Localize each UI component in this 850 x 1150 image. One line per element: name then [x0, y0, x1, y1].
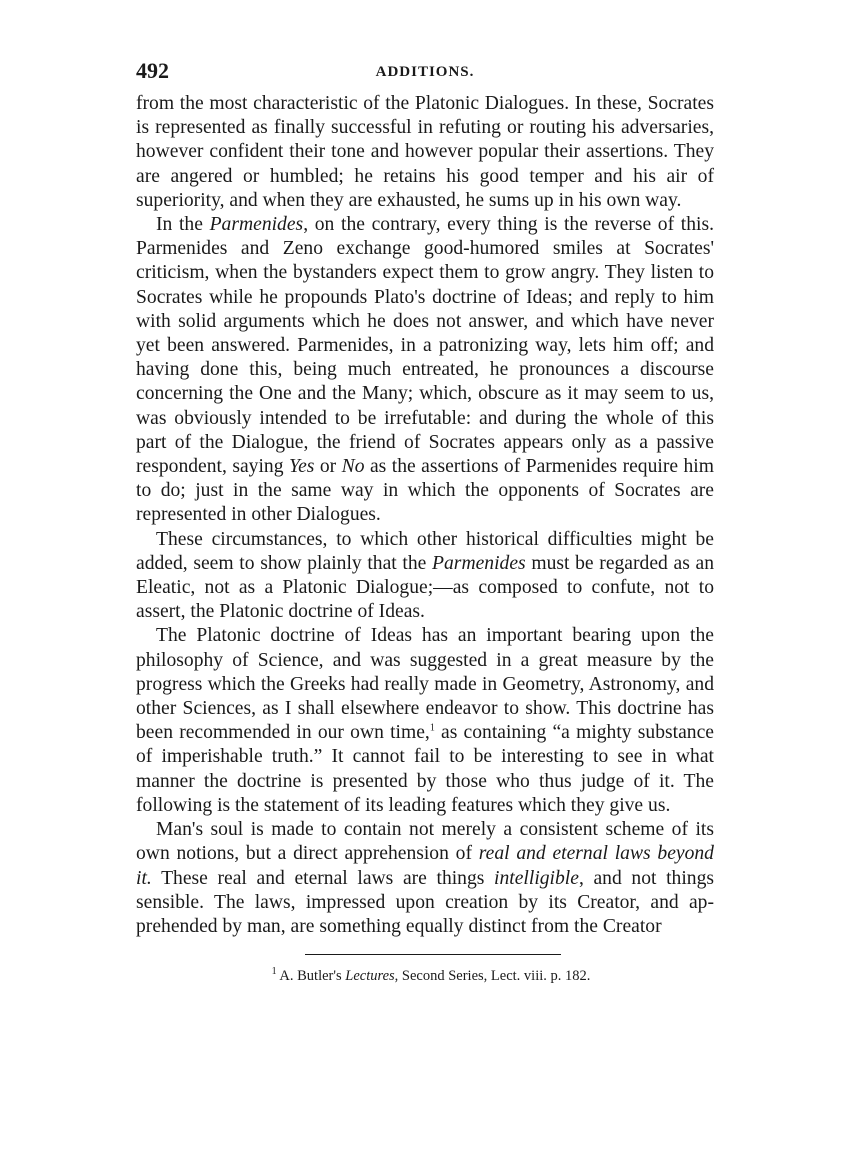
footnote-reference[interactable]: 1 [429, 722, 435, 734]
paragraph-5-emphasis-real-laws: real and eternal laws beyond it. [136, 843, 714, 889]
paragraph-5-text-b: These real and eternal laws are things [151, 867, 495, 889]
footnote [136, 967, 714, 985]
paragraph-2-text-c: or [314, 456, 342, 478]
body-text [136, 92, 714, 939]
page-number: 492 [136, 58, 169, 83]
paragraph-3-emphasis-parmenides: Parmenides [432, 552, 526, 574]
paragraph-2-text-a: In the [156, 214, 210, 236]
paragraph-4-text-a: The Platonic doctrine of Ideas has an important bearing upon the philosophy of Science, and was suggested in a great measure by the progress which the Greeks had really made in Geometry, Astronomy, and other Sciences, as I shall elsewhere endeavor to show. This doctrine has been recommended in our own time, [136, 625, 714, 744]
footnote-divider [305, 954, 561, 955]
paragraph-3-text-b: must be regarded as an Eleatic, not as a Platonic Dialogue;—as composed to confute, not to assert, the Platonic doctrine of Ideas. [136, 552, 714, 623]
document-page [136, 58, 714, 985]
paragraph-2-emphasis-no: No [341, 456, 365, 478]
footnote-text-a: A. Butler's [276, 968, 346, 985]
paragraph-3-text-a: These circumstances, to which other historical difficulties might be added, seem to show plainly that the [136, 528, 714, 574]
footnote-marker: 1 [271, 966, 277, 978]
running-head: ADDITIONS. [375, 64, 475, 80]
page-header [136, 58, 714, 86]
footnote-emphasis-lectures: Lectures [345, 968, 395, 985]
paragraph-5 [136, 818, 714, 939]
paragraph-3 [136, 528, 714, 625]
paragraph-2-emphasis-yes: Yes [288, 456, 315, 478]
paragraph-5-emphasis-intelligible: intelligible [494, 867, 579, 889]
paragraph-5-text-a: Man's soul is made to contain not merely a consistent scheme of its own notions, but a direct apprehension of [136, 819, 714, 865]
footnote-text-b: , Second Series, Lect. viii. p. 182. [394, 968, 591, 985]
paragraph-4-text-b: as containing “a mighty substance of imperishable truth.” It cannot fail to be interesting to see in what manner the doctrine is presented by those who thus judge of it. The following is the statement of its leading features which they give us. [136, 722, 714, 816]
paragraph-4 [136, 624, 714, 818]
paragraph-5-text-c: , and not things sensible. The laws, impressed upon creation by its Creator, and apprehended by man, are something equally distinct from the Creator [136, 867, 714, 937]
paragraph-2-text-b: , on the contrary, every thing is the reverse of this. Parmenides and Zeno exchange good-humored smiles at Socrates' criticism, when the bystanders expect them to grow angry. They listen to Socrates while he propounds Plato's doctrine of Ideas; and reply to him with solid arguments which he does not answer, and which have never yet been answered. Parmenides, in a patronizing way, lets him off; and having done this, being much entreated, he pronounces a discourse concerning the One and the Many; which, obscure as it may seem to us, was obviously intended to be irrefutable: and during the whole of this part of the Dialogue, the friend of Socrates appears only as a passive respondent, saying [136, 214, 714, 478]
paragraph-2 [136, 213, 714, 528]
paragraph-1 [136, 92, 714, 213]
paragraph-2-emphasis-parmenides: Parmenides [209, 214, 304, 236]
paragraph-2-text-d: as the assertions of Parmenides require him to do; just in the same way in which the opponents of Socrates are represented in other Dialogues. [136, 456, 714, 526]
paragraph-1-text: from the most characteristic of the Platonic Dialogues. In these, Socrates is represented as finally successful in refuting or routing his adversaries, however confident their tone and however popular their assertions. They are angered or humbled; he retains his good temper and his air of superiority, and when they are exhausted, he sums up in his own way. [136, 93, 714, 211]
